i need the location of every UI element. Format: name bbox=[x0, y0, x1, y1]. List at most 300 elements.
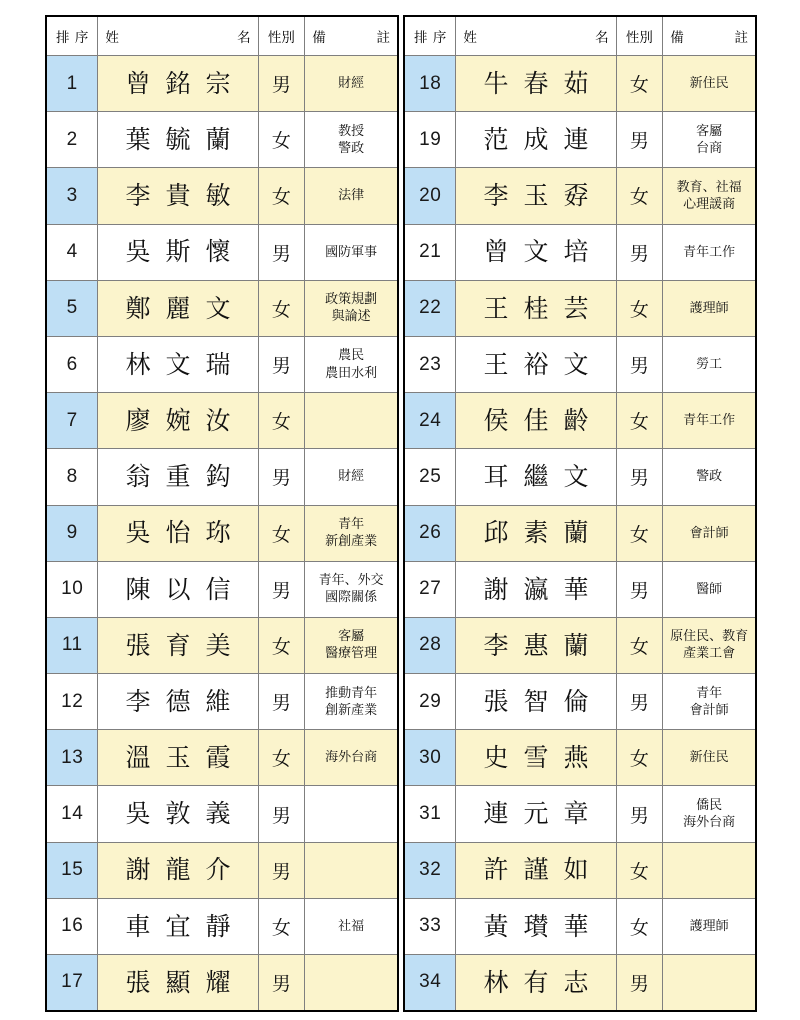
table-row bbox=[46, 898, 398, 954]
table-row bbox=[46, 955, 398, 1011]
note-line: 醫師 bbox=[696, 581, 723, 597]
name-char: 張 bbox=[125, 967, 151, 997]
table-row bbox=[404, 955, 756, 1011]
cell-sex: 女 bbox=[258, 730, 305, 786]
cell-note bbox=[305, 449, 398, 505]
cell-note bbox=[663, 280, 756, 336]
header-sex-label: 性別 bbox=[267, 30, 295, 46]
table-body-left bbox=[46, 56, 398, 1011]
name-char: 侯 bbox=[483, 405, 509, 435]
note-line: 新住民 bbox=[689, 750, 729, 766]
name-char: 如 bbox=[563, 855, 589, 885]
name-char: 義 bbox=[205, 799, 231, 829]
cell-name bbox=[98, 786, 258, 842]
name-char: 李 bbox=[483, 181, 509, 211]
table-row bbox=[46, 505, 398, 561]
name-char: 志 bbox=[563, 967, 589, 997]
roster-table-left bbox=[45, 15, 399, 1012]
cell-sex: 女 bbox=[616, 505, 663, 561]
name-char: 廖 bbox=[125, 405, 151, 435]
name-char: 以 bbox=[165, 574, 191, 604]
header-note-char-1: 備 bbox=[312, 30, 326, 46]
name-char: 陳 bbox=[125, 574, 151, 604]
name-char: 貴 bbox=[165, 181, 191, 211]
cell-note bbox=[305, 842, 398, 898]
cell-name bbox=[98, 393, 258, 449]
name-char: 翁 bbox=[125, 462, 151, 492]
table-row bbox=[404, 505, 756, 561]
cell-sex: 女 bbox=[258, 505, 305, 561]
table-row bbox=[404, 56, 756, 112]
cell-note bbox=[305, 561, 398, 617]
cell-rank: 17 bbox=[46, 955, 98, 1011]
cell-sex: 男 bbox=[616, 336, 663, 392]
cell-sex: 女 bbox=[258, 168, 305, 224]
table-row bbox=[46, 280, 398, 336]
note-line: 海外台商 bbox=[683, 815, 736, 831]
table-row bbox=[46, 449, 398, 505]
cell-note bbox=[305, 786, 398, 842]
table-row bbox=[404, 898, 756, 954]
cell-note bbox=[663, 393, 756, 449]
note-line: 青年工作 bbox=[683, 413, 736, 429]
cell-rank: 22 bbox=[404, 280, 456, 336]
name-char: 葉 bbox=[125, 125, 151, 155]
column-header-name bbox=[98, 16, 258, 56]
cell-name bbox=[456, 336, 616, 392]
cell-name bbox=[456, 56, 616, 112]
table-row bbox=[46, 224, 398, 280]
name-char: 牛 bbox=[483, 68, 509, 98]
cell-sex: 男 bbox=[616, 561, 663, 617]
table-row bbox=[404, 224, 756, 280]
cell-name bbox=[98, 280, 258, 336]
cell-sex: 男 bbox=[258, 955, 305, 1011]
name-char: 麗 bbox=[165, 293, 191, 323]
note-line: 與論述 bbox=[331, 309, 371, 325]
column-header-note bbox=[305, 16, 398, 56]
name-char: 謝 bbox=[483, 574, 509, 604]
cell-name bbox=[456, 561, 616, 617]
note-line: 護理師 bbox=[689, 918, 729, 934]
cell-note bbox=[305, 336, 398, 392]
note-line: 創新產業 bbox=[325, 702, 378, 718]
table-row bbox=[404, 674, 756, 730]
table-row bbox=[46, 112, 398, 168]
name-char: 張 bbox=[125, 630, 151, 660]
cell-sex: 女 bbox=[258, 393, 305, 449]
table-body-right bbox=[404, 56, 756, 1011]
note-line: 推動青年 bbox=[325, 685, 378, 701]
header-rank-char-1: 排 bbox=[414, 30, 428, 46]
name-char: 連 bbox=[563, 125, 589, 155]
cell-note bbox=[305, 730, 398, 786]
cell-name bbox=[456, 505, 616, 561]
note-line: 客屬 bbox=[696, 123, 723, 139]
table-row bbox=[404, 112, 756, 168]
cell-rank: 2 bbox=[46, 112, 98, 168]
column-header-sex bbox=[616, 16, 663, 56]
name-char: 齡 bbox=[563, 405, 589, 435]
cell-rank: 25 bbox=[404, 449, 456, 505]
cell-note bbox=[663, 224, 756, 280]
cell-rank: 28 bbox=[404, 617, 456, 673]
cell-name bbox=[98, 449, 258, 505]
name-char: 瀛 bbox=[523, 574, 549, 604]
cell-note bbox=[305, 393, 398, 449]
note-line: 原住民、教育 bbox=[670, 629, 749, 645]
name-char: 雪 bbox=[523, 743, 549, 773]
cell-name bbox=[98, 617, 258, 673]
name-char: 蘭 bbox=[205, 125, 231, 155]
cell-rank: 4 bbox=[46, 224, 98, 280]
cell-sex: 女 bbox=[616, 56, 663, 112]
cell-name bbox=[98, 112, 258, 168]
note-line: 心理諼商 bbox=[683, 196, 736, 212]
cell-note bbox=[663, 561, 756, 617]
name-char: 維 bbox=[205, 686, 231, 716]
roster-tables-container bbox=[45, 15, 757, 1001]
note-line: 警政 bbox=[338, 140, 365, 156]
name-char: 智 bbox=[523, 686, 549, 716]
name-char: 素 bbox=[523, 518, 549, 548]
cell-name bbox=[456, 168, 616, 224]
name-char: 玉 bbox=[165, 743, 191, 773]
cell-rank: 27 bbox=[404, 561, 456, 617]
name-char: 蘭 bbox=[563, 518, 589, 548]
cell-name bbox=[456, 112, 616, 168]
name-char: 文 bbox=[205, 293, 231, 323]
cell-note bbox=[305, 280, 398, 336]
table-row bbox=[404, 617, 756, 673]
name-char: 顯 bbox=[165, 967, 191, 997]
table-row bbox=[404, 730, 756, 786]
note-line: 客屬 bbox=[338, 629, 365, 645]
header-note-char-1: 備 bbox=[670, 30, 684, 46]
name-char: 文 bbox=[563, 349, 589, 379]
cell-sex: 男 bbox=[616, 112, 663, 168]
cell-note bbox=[663, 112, 756, 168]
name-char: 德 bbox=[165, 686, 191, 716]
cell-rank: 32 bbox=[404, 842, 456, 898]
cell-rank: 21 bbox=[404, 224, 456, 280]
note-line: 僑民 bbox=[696, 797, 723, 813]
cell-note bbox=[663, 56, 756, 112]
name-char: 謹 bbox=[523, 855, 549, 885]
cell-name bbox=[456, 449, 616, 505]
name-char: 王 bbox=[483, 293, 509, 323]
cell-rank: 1 bbox=[46, 56, 98, 112]
cell-name bbox=[98, 224, 258, 280]
cell-note bbox=[305, 955, 398, 1011]
name-char: 林 bbox=[125, 349, 151, 379]
name-char: 宜 bbox=[165, 911, 191, 941]
name-char: 毓 bbox=[165, 125, 191, 155]
name-char: 吳 bbox=[125, 237, 151, 267]
cell-sex: 男 bbox=[258, 56, 305, 112]
name-char: 連 bbox=[483, 799, 509, 829]
cell-name bbox=[456, 786, 616, 842]
cell-name bbox=[98, 842, 258, 898]
note-line: 會計師 bbox=[689, 525, 729, 541]
cell-name bbox=[98, 505, 258, 561]
note-line: 教授 bbox=[338, 123, 365, 139]
cell-rank: 16 bbox=[46, 898, 98, 954]
name-char: 華 bbox=[563, 574, 589, 604]
cell-sex: 女 bbox=[258, 112, 305, 168]
note-line: 新創產業 bbox=[325, 534, 378, 550]
note-line: 國際關係 bbox=[325, 590, 378, 606]
name-char: 怡 bbox=[165, 518, 191, 548]
cell-sex: 女 bbox=[616, 898, 663, 954]
cell-rank: 15 bbox=[46, 842, 98, 898]
header-name-char-2: 名 bbox=[237, 30, 251, 46]
note-line: 台商 bbox=[696, 140, 723, 156]
table-row bbox=[46, 393, 398, 449]
name-char: 鄭 bbox=[125, 293, 151, 323]
cell-sex: 女 bbox=[616, 393, 663, 449]
name-char: 鈎 bbox=[205, 462, 231, 492]
name-char: 斯 bbox=[165, 237, 191, 267]
cell-note bbox=[663, 505, 756, 561]
table-row bbox=[46, 336, 398, 392]
cell-sex: 男 bbox=[616, 224, 663, 280]
cell-rank: 23 bbox=[404, 336, 456, 392]
note-line: 護理師 bbox=[689, 300, 729, 316]
table-row bbox=[46, 786, 398, 842]
cell-name bbox=[456, 955, 616, 1011]
cell-rank: 26 bbox=[404, 505, 456, 561]
note-line: 政策規劃 bbox=[325, 292, 378, 308]
name-char: 元 bbox=[523, 799, 549, 829]
roster-table-right bbox=[403, 15, 757, 1012]
cell-rank: 8 bbox=[46, 449, 98, 505]
name-char: 汝 bbox=[205, 405, 231, 435]
cell-name bbox=[456, 730, 616, 786]
note-line: 產業工會 bbox=[683, 646, 736, 662]
note-line: 勞工 bbox=[696, 356, 723, 372]
cell-note bbox=[305, 674, 398, 730]
column-header-sex bbox=[258, 16, 305, 56]
cell-rank: 33 bbox=[404, 898, 456, 954]
name-char: 章 bbox=[563, 799, 589, 829]
cell-name bbox=[98, 898, 258, 954]
name-char: 燕 bbox=[563, 743, 589, 773]
header-row bbox=[404, 16, 756, 56]
table-row bbox=[404, 168, 756, 224]
cell-note bbox=[305, 112, 398, 168]
name-char: 銘 bbox=[165, 68, 191, 98]
cell-name bbox=[98, 56, 258, 112]
name-char: 瑞 bbox=[205, 349, 231, 379]
cell-sex: 男 bbox=[258, 336, 305, 392]
table-row bbox=[46, 730, 398, 786]
name-char: 珎 bbox=[205, 518, 231, 548]
name-char: 繼 bbox=[523, 462, 549, 492]
name-char: 謝 bbox=[125, 855, 151, 885]
table-row bbox=[46, 56, 398, 112]
note-line: 教育、社福 bbox=[676, 179, 742, 195]
note-line: 財經 bbox=[338, 76, 365, 92]
cell-sex: 男 bbox=[616, 786, 663, 842]
table-row bbox=[404, 393, 756, 449]
table-row bbox=[46, 168, 398, 224]
cell-note bbox=[663, 168, 756, 224]
note-line: 法律 bbox=[338, 188, 365, 204]
column-header-name bbox=[456, 16, 616, 56]
cell-rank: 29 bbox=[404, 674, 456, 730]
note-line: 農田水利 bbox=[325, 365, 378, 381]
name-char: 文 bbox=[523, 237, 549, 267]
cell-name bbox=[98, 674, 258, 730]
note-line: 警政 bbox=[696, 469, 723, 485]
table-header-left bbox=[46, 16, 398, 56]
cell-note bbox=[305, 898, 398, 954]
cell-name bbox=[456, 898, 616, 954]
cell-name bbox=[98, 168, 258, 224]
name-char: 霞 bbox=[205, 743, 231, 773]
cell-sex: 男 bbox=[616, 449, 663, 505]
name-char: 蘭 bbox=[563, 630, 589, 660]
cell-note bbox=[663, 786, 756, 842]
cell-note bbox=[663, 617, 756, 673]
cell-note bbox=[663, 898, 756, 954]
cell-rank: 7 bbox=[46, 393, 98, 449]
cell-name bbox=[98, 955, 258, 1011]
cell-sex: 女 bbox=[616, 168, 663, 224]
name-char: 靜 bbox=[205, 911, 231, 941]
cell-note bbox=[663, 842, 756, 898]
note-line: 青年、外交 bbox=[318, 573, 384, 589]
header-sex-label: 性別 bbox=[625, 30, 653, 46]
name-char: 許 bbox=[483, 855, 509, 885]
cell-sex: 女 bbox=[616, 730, 663, 786]
name-char: 邱 bbox=[483, 518, 509, 548]
cell-name bbox=[456, 224, 616, 280]
name-char: 桂 bbox=[523, 293, 549, 323]
name-char: 林 bbox=[483, 967, 509, 997]
cell-rank: 19 bbox=[404, 112, 456, 168]
cell-sex: 男 bbox=[258, 449, 305, 505]
name-char: 車 bbox=[125, 911, 151, 941]
header-rank-char-1: 排 bbox=[56, 30, 70, 46]
header-rank-char-2: 序 bbox=[432, 30, 447, 46]
name-char: 李 bbox=[125, 686, 151, 716]
cell-name bbox=[98, 336, 258, 392]
name-char: 溫 bbox=[125, 743, 151, 773]
table-row bbox=[46, 842, 398, 898]
note-line: 新住民 bbox=[689, 76, 729, 92]
table-row bbox=[404, 336, 756, 392]
cell-sex: 男 bbox=[616, 674, 663, 730]
name-char: 李 bbox=[125, 181, 151, 211]
cell-note bbox=[663, 336, 756, 392]
name-char: 美 bbox=[205, 630, 231, 660]
header-note-char-2: 註 bbox=[734, 30, 748, 46]
name-char: 信 bbox=[205, 574, 231, 604]
name-char: 春 bbox=[523, 68, 549, 98]
cell-rank: 20 bbox=[404, 168, 456, 224]
table-row bbox=[404, 280, 756, 336]
cell-rank: 18 bbox=[404, 56, 456, 112]
cell-sex: 男 bbox=[258, 786, 305, 842]
cell-name bbox=[98, 561, 258, 617]
cell-sex: 女 bbox=[616, 280, 663, 336]
column-header-rank bbox=[46, 16, 98, 56]
cell-note bbox=[663, 674, 756, 730]
cell-sex: 女 bbox=[616, 842, 663, 898]
cell-rank: 31 bbox=[404, 786, 456, 842]
cell-sex: 男 bbox=[258, 842, 305, 898]
name-char: 史 bbox=[483, 743, 509, 773]
table-row bbox=[46, 617, 398, 673]
name-char: 范 bbox=[483, 125, 509, 155]
cell-name bbox=[456, 280, 616, 336]
name-char: 芸 bbox=[563, 293, 589, 323]
cell-sex: 男 bbox=[258, 674, 305, 730]
name-char: 培 bbox=[563, 237, 589, 267]
name-char: 裕 bbox=[523, 349, 549, 379]
cell-note bbox=[663, 730, 756, 786]
cell-rank: 13 bbox=[46, 730, 98, 786]
header-name-char-1: 姓 bbox=[105, 30, 119, 46]
name-char: 文 bbox=[165, 349, 191, 379]
name-char: 李 bbox=[483, 630, 509, 660]
name-char: 耀 bbox=[205, 967, 231, 997]
cell-rank: 14 bbox=[46, 786, 98, 842]
name-char: 育 bbox=[165, 630, 191, 660]
note-line: 醫療管理 bbox=[325, 646, 378, 662]
table-row bbox=[46, 561, 398, 617]
name-char: 曾 bbox=[483, 237, 509, 267]
cell-note bbox=[663, 955, 756, 1011]
name-char: 茹 bbox=[563, 68, 589, 98]
name-char: 玉 bbox=[523, 181, 549, 211]
name-char: 重 bbox=[165, 462, 191, 492]
header-name-char-2: 名 bbox=[595, 30, 609, 46]
cell-sex: 男 bbox=[616, 955, 663, 1011]
header-rank-char-2: 序 bbox=[74, 30, 89, 46]
name-char: 敏 bbox=[205, 181, 231, 211]
name-char: 耳 bbox=[483, 462, 509, 492]
cell-note bbox=[305, 505, 398, 561]
name-char: 吳 bbox=[125, 518, 151, 548]
cell-sex: 男 bbox=[258, 561, 305, 617]
name-char: 吳 bbox=[125, 799, 151, 829]
cell-sex: 女 bbox=[258, 898, 305, 954]
name-char: 王 bbox=[483, 349, 509, 379]
name-char: 曾 bbox=[125, 68, 151, 98]
cell-rank: 30 bbox=[404, 730, 456, 786]
cell-rank: 5 bbox=[46, 280, 98, 336]
cell-note bbox=[305, 168, 398, 224]
cell-sex: 女 bbox=[258, 617, 305, 673]
name-char: 龍 bbox=[165, 855, 191, 885]
cell-sex: 女 bbox=[258, 280, 305, 336]
cell-note bbox=[305, 56, 398, 112]
cell-rank: 3 bbox=[46, 168, 98, 224]
cell-name bbox=[456, 842, 616, 898]
name-char: 宗 bbox=[205, 68, 231, 98]
header-name-char-1: 姓 bbox=[463, 30, 477, 46]
name-char: 婉 bbox=[165, 405, 191, 435]
name-char: 文 bbox=[563, 462, 589, 492]
column-header-rank bbox=[404, 16, 456, 56]
note-line: 國防軍事 bbox=[325, 244, 378, 260]
note-line: 社福 bbox=[338, 918, 365, 934]
cell-name bbox=[456, 674, 616, 730]
note-line: 青年工作 bbox=[683, 244, 736, 260]
